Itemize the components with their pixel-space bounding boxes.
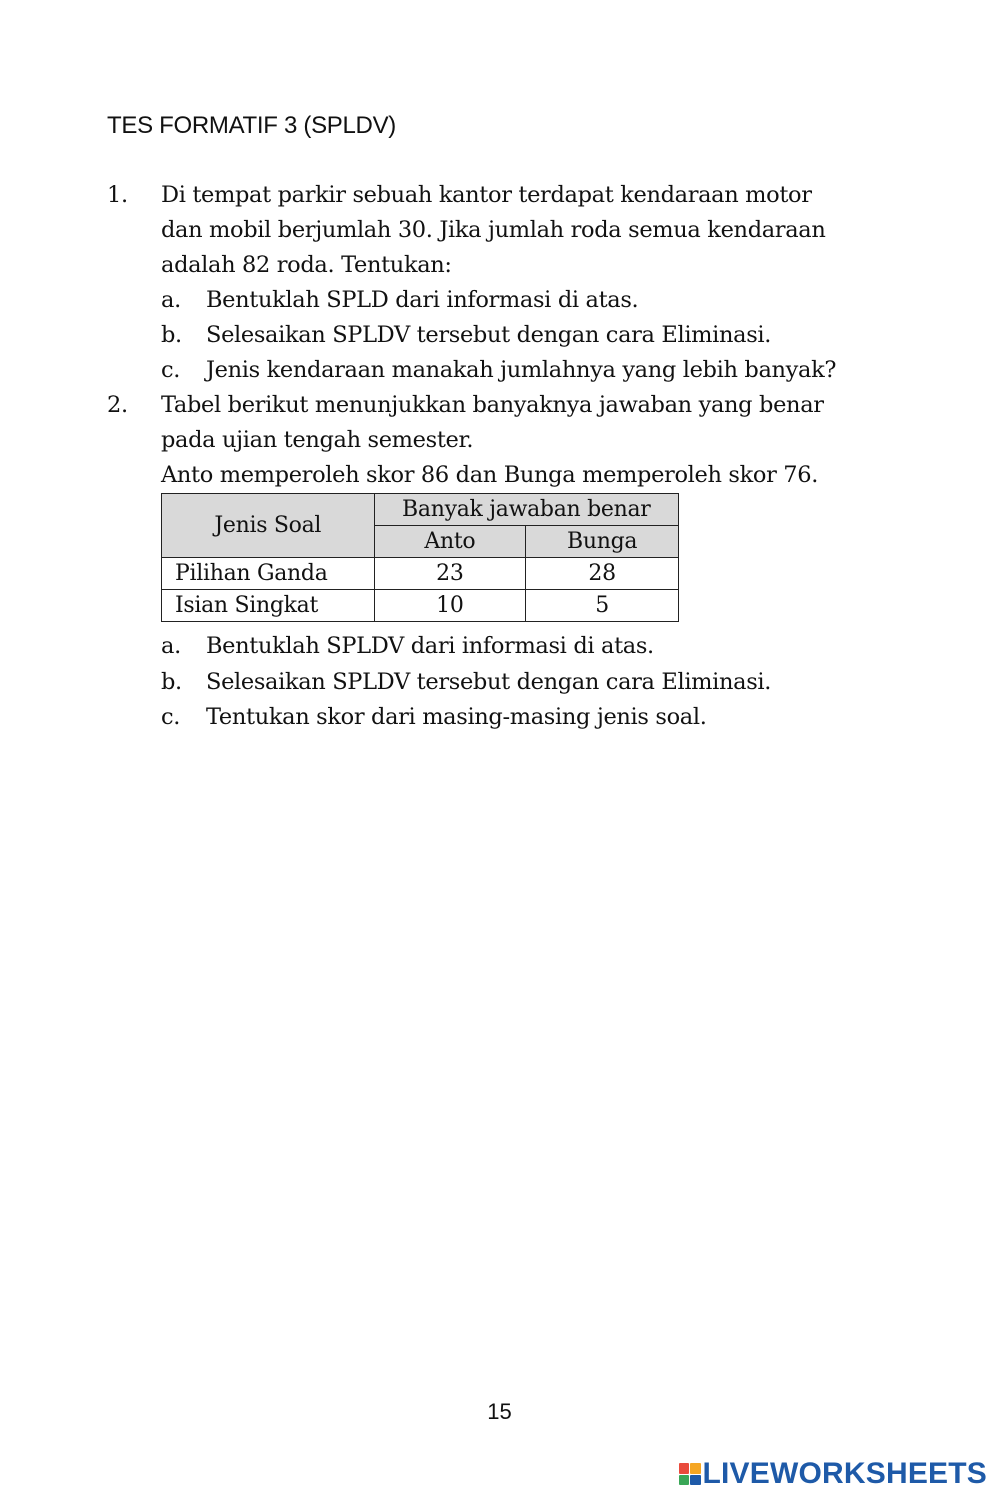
table-header-row: [162, 494, 679, 526]
table-cell-bunga: 5: [526, 590, 679, 622]
table-cell-anto: 23: [374, 558, 526, 590]
question-1-line-2: dan mobil berjumlah 30. Jika jumlah roda semua kendaraan: [161, 217, 826, 243]
watermark-text: LIVEWORKSHEETS: [702, 1457, 987, 1490]
question-1-line-3: adalah 82 roda. Tentukan:: [161, 252, 452, 278]
question-2a-letter: a.: [161, 633, 181, 659]
table-cell-label: Pilihan Ganda: [162, 558, 375, 590]
question-1b-text: Selesaikan SPLDV tersebut dengan cara Eliminasi.: [206, 322, 772, 348]
table-cell-anto: 10: [374, 590, 526, 622]
table-cell-label: Isian Singkat: [162, 590, 375, 622]
question-1c-text: Jenis kendaraan manakah jumlahnya yang lebih banyak?: [206, 357, 837, 383]
question-2c-text: Tentukan skor dari masing-masing jenis soal.: [206, 704, 707, 730]
liveworksheets-logo-icon: [679, 1463, 701, 1485]
question-2-line-2: pada ujian tengah semester.: [161, 427, 474, 453]
liveworksheets-watermark: [679, 1457, 988, 1491]
question-2b-letter: b.: [161, 669, 182, 695]
table-row: [162, 558, 679, 590]
question-2b-text: Selesaikan SPLDV tersebut dengan cara Eliminasi.: [206, 669, 772, 695]
table-header-banyak-jawaban: Banyak jawaban benar: [374, 494, 678, 526]
table-row: [162, 590, 679, 622]
question-2-line-1: Tabel berikut menunjukkan banyaknya jawaban yang benar: [161, 392, 824, 418]
question-2a-text: Bentuklah SPLDV dari informasi di atas.: [206, 633, 654, 659]
question-2c-letter: c.: [161, 704, 181, 730]
question-1a-letter: a.: [161, 287, 181, 313]
page-number: 15: [487, 1399, 512, 1424]
worksheet-title: TES FORMATIF 3 (SPLDV): [107, 112, 396, 139]
question-1-number: 1.: [107, 182, 128, 208]
table-header-jenis-soal: Jenis Soal: [162, 494, 375, 558]
answers-table: [161, 493, 679, 622]
logo-square: [690, 1475, 701, 1486]
table-header-bunga: Bunga: [526, 526, 679, 558]
logo-square: [679, 1463, 690, 1474]
logo-square: [679, 1475, 690, 1486]
logo-square: [690, 1463, 701, 1474]
question-1c-letter: c.: [161, 357, 181, 383]
question-1a-text: Bentuklah SPLD dari informasi di atas.: [206, 287, 639, 313]
question-2-line-3: Anto memperoleh skor 86 dan Bunga memperoleh skor 76.: [161, 462, 819, 488]
question-1b-letter: b.: [161, 322, 182, 348]
question-2-number: 2.: [107, 392, 128, 418]
question-1-line-1: Di tempat parkir sebuah kantor terdapat kendaraan motor: [161, 182, 812, 208]
table-cell-bunga: 28: [526, 558, 679, 590]
table-header-anto: Anto: [374, 526, 526, 558]
